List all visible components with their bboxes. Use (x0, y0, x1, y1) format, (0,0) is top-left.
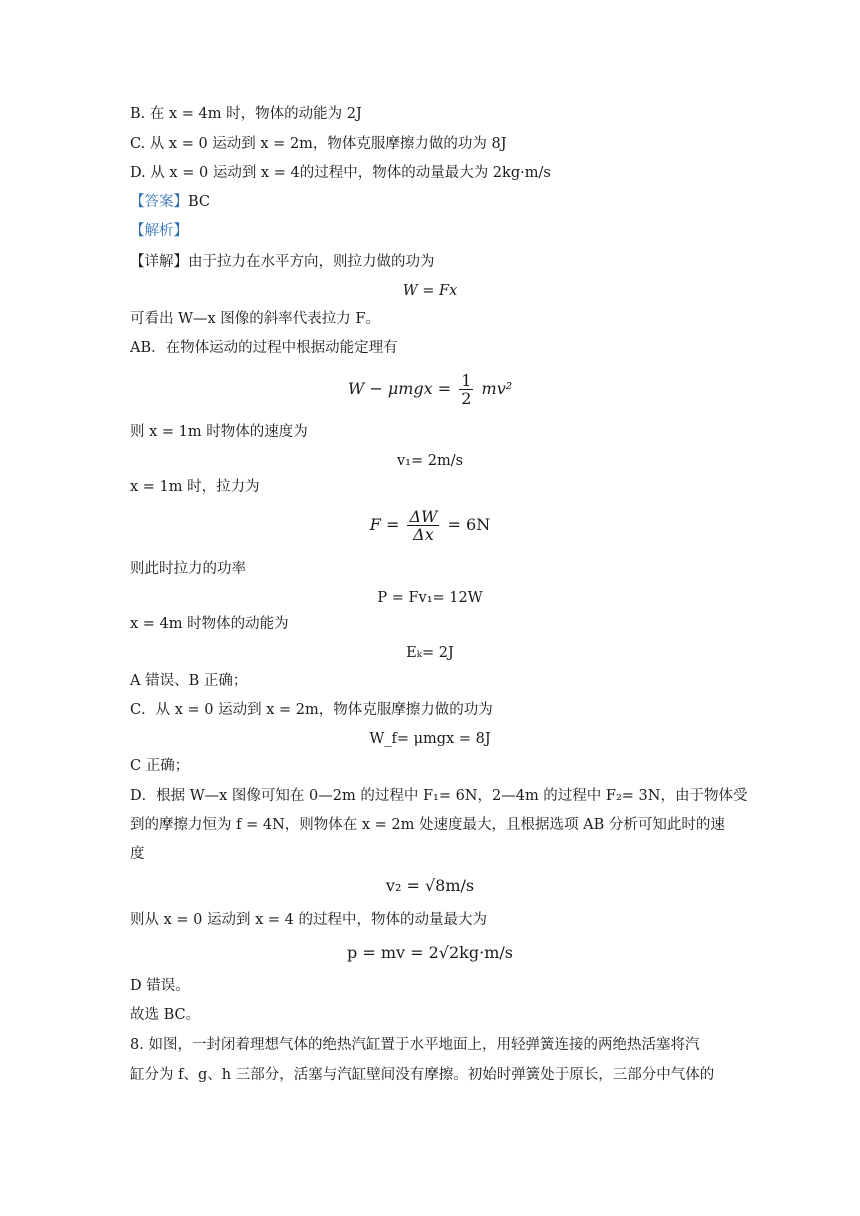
question-8-line-1: 8. 如图，一封闭着理想气体的绝热汽缸置于水平地面上，用轻弹簧连接的两绝热活塞将汽 (130, 1037, 700, 1053)
eq2-left: W − μmgx = (347, 379, 452, 398)
equation-ek: Eₖ= 2J (406, 645, 454, 661)
slope-line: 可看出 W—x 图像的斜率代表拉力 F。 (130, 311, 380, 327)
d-line-3: 度 (130, 846, 145, 862)
equation-v1: v₁= 2m/s (396, 453, 464, 469)
analysis-tag: 【解析】 (130, 223, 188, 239)
equation-friction-work: W_f= μmgx = 8J (369, 731, 491, 747)
equation-force (0, 504, 860, 546)
d-line-1: D．根据 W—x 图像可知在 0—2m 的过程中 F₁= 6N，2—4m 的过程中 F₂= 3N，由于物体受 (130, 788, 748, 804)
c-right-line: C 正确； (130, 758, 190, 774)
v1-line: 则 x = 1m 时物体的速度为 (130, 424, 308, 440)
option-c: C. 从 x = 0 运动到 x = 2m，物体克服摩擦力做的功为 8J (130, 136, 507, 152)
power-line: 则此时拉力的功率 (130, 561, 246, 577)
eq2-den: 2 (461, 389, 472, 408)
eq4-right: = 6N (447, 515, 491, 534)
eq2-fraction (459, 372, 473, 407)
a-wrong-line: A 错误、B 正确； (130, 673, 248, 689)
momentum-line: 则从 x = 0 运动到 x = 4 的过程中，物体的动量最大为 (130, 912, 487, 928)
force-line: x = 1m 时，拉力为 (130, 479, 260, 495)
equation-v2: v₂ = √8m/s (385, 876, 475, 895)
detail-line: 【详解】由于拉力在水平方向，则拉力做的功为 (130, 254, 435, 270)
equation-energy-theorem (0, 370, 860, 408)
equation-momentum: p = mv = 2√2kg·m/s (347, 943, 513, 962)
eq2-num: 1 (461, 371, 472, 390)
eq4-fraction (407, 508, 439, 543)
question-8-line-2: 缸分为 f、g、h 三部分，活塞与汽缸壁间没有摩擦。初始时弹簧处于原长，三部分中气体的 (130, 1067, 715, 1083)
answer-line (130, 192, 210, 212)
answer-value: BC (188, 194, 211, 210)
eq2-right: mv² (481, 379, 513, 398)
ek-line: x = 4m 时物体的动能为 (130, 616, 289, 632)
c-line: C．从 x = 0 运动到 x = 2m，物体克服摩擦力做的功为 (130, 702, 493, 718)
ab-line: AB．在物体运动的过程中根据动能定理有 (130, 340, 398, 356)
eq4-left: F = (369, 515, 400, 534)
answer-tag: 【答案】 (130, 194, 188, 210)
d-line-2: 到的摩擦力恒为 f = 4N，则物体在 x = 2m 处速度最大，且根据选项 AB 分析可知此时的速 (130, 817, 725, 833)
eq4-den: Δx (413, 525, 434, 544)
option-b: B. 在 x = 4m 时，物体的动能为 2J (130, 106, 362, 122)
choose-line: 故选 BC。 (130, 1007, 201, 1023)
equation-work: W = Fx (402, 283, 458, 299)
eq4-num: ΔW (409, 507, 438, 526)
d-wrong-line: D 错误。 (130, 978, 190, 994)
equation-power: P = Fv₁= 12W (377, 590, 483, 606)
option-d: D. 从 x = 0 运动到 x = 4的过程中，物体的动量最大为 2kg·m/s (130, 165, 551, 181)
